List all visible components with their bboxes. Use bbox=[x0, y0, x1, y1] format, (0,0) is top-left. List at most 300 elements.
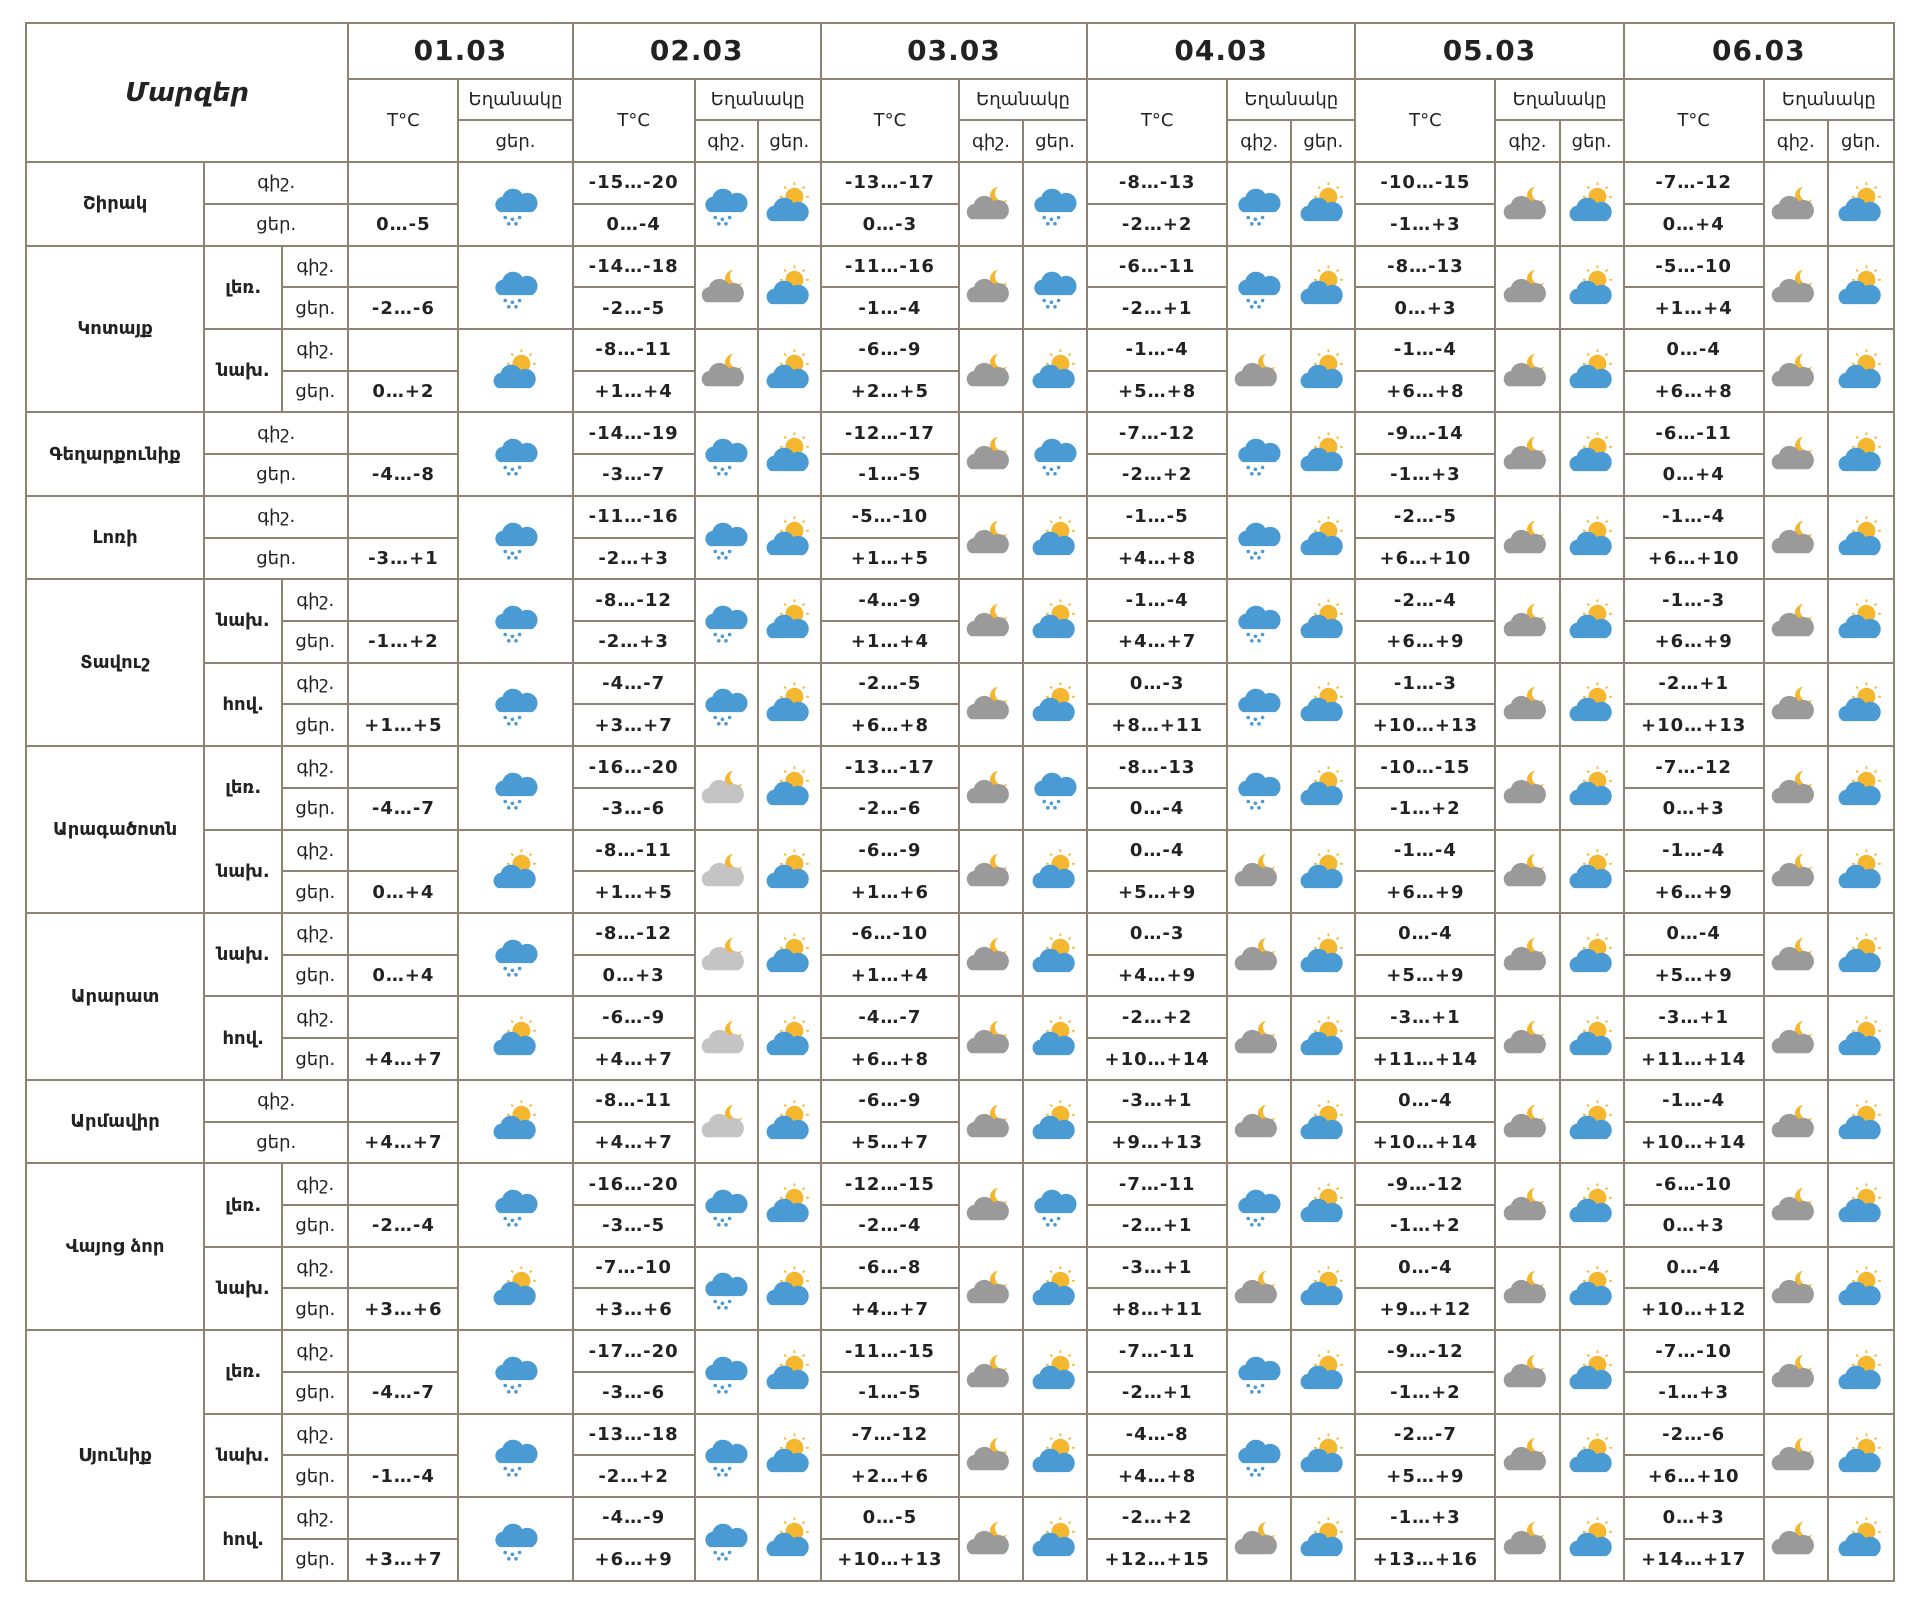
day-temp: +2…+5 bbox=[821, 371, 959, 413]
partly-sunny-cloud-icon bbox=[762, 1516, 816, 1562]
night-temp: -2…-5 bbox=[821, 663, 959, 705]
partly-sunny-cloud-icon bbox=[1834, 598, 1888, 644]
region-name: Արարատ bbox=[26, 913, 204, 1080]
night-temp: 0…-4 bbox=[1624, 913, 1764, 955]
weather-icon-cell bbox=[1764, 913, 1828, 996]
night-temp: -1…-3 bbox=[1624, 579, 1764, 621]
night-temp: -2…+2 bbox=[1087, 1497, 1227, 1539]
night-temp bbox=[348, 412, 458, 454]
day-temp: +10…+12 bbox=[1624, 1288, 1764, 1330]
day-temp: -2…-5 bbox=[573, 287, 695, 329]
partly-sunny-cloud-icon bbox=[1296, 1432, 1350, 1478]
weather-icon-cell bbox=[695, 1414, 758, 1497]
pale-cloud-moon-icon bbox=[699, 1099, 753, 1145]
snow-cloud-icon bbox=[1028, 765, 1082, 811]
night-temp: -14…-18 bbox=[573, 246, 695, 288]
night-temp: -13…-17 bbox=[821, 746, 959, 788]
night-row bbox=[26, 329, 1894, 371]
weather-icon-cell bbox=[758, 996, 821, 1079]
weather-icon-cell bbox=[1764, 1414, 1828, 1497]
zone-name: հով. bbox=[204, 996, 282, 1079]
day-temp: 0…+3 bbox=[573, 955, 695, 997]
day-temp: -2…+2 bbox=[1087, 454, 1227, 496]
day-temp: +9…+13 bbox=[1087, 1122, 1227, 1164]
partly-sunny-cloud-icon bbox=[1028, 932, 1082, 978]
day-temp: +13…+16 bbox=[1355, 1539, 1495, 1581]
weather-icon-cell bbox=[1828, 1330, 1894, 1413]
weather-icon-cell bbox=[695, 412, 758, 495]
night-temp: -9…-12 bbox=[1355, 1163, 1495, 1205]
night-temp: -7…-10 bbox=[573, 1247, 695, 1289]
weather-col-header: Եղանակը bbox=[458, 79, 572, 121]
cloud-moon-icon bbox=[1769, 264, 1823, 310]
weather-icon-cell bbox=[1560, 1330, 1624, 1413]
weather-icon-cell bbox=[695, 1080, 758, 1163]
weather-col-header: Եղանակը bbox=[959, 79, 1087, 121]
cloud-moon-icon bbox=[964, 1015, 1018, 1061]
weather-icon-cell bbox=[1227, 913, 1291, 996]
day-temp: +10…+14 bbox=[1355, 1122, 1495, 1164]
night-temp bbox=[348, 1330, 458, 1372]
partly-sunny-cloud-icon bbox=[1028, 681, 1082, 727]
date-header: 04.03 bbox=[1087, 23, 1355, 79]
cloud-moon-icon bbox=[1769, 1349, 1823, 1395]
day-temp: 0…+3 bbox=[1624, 1205, 1764, 1247]
weather-icon-cell bbox=[695, 913, 758, 996]
night-temp bbox=[348, 579, 458, 621]
weather-icon-cell bbox=[1291, 496, 1355, 579]
night-temp: -1…-5 bbox=[1087, 496, 1227, 538]
weather-icon-cell bbox=[1291, 162, 1355, 245]
weather-icon-cell bbox=[1828, 496, 1894, 579]
weather-icon-cell bbox=[1227, 1247, 1291, 1330]
weather-icon-cell bbox=[959, 663, 1023, 746]
weather-icon-cell bbox=[1560, 1497, 1624, 1581]
weather-icon-cell bbox=[695, 1163, 758, 1246]
night-temp: 0…-5 bbox=[821, 1497, 959, 1539]
zone-name: նախ. bbox=[204, 913, 282, 996]
night-temp bbox=[348, 496, 458, 538]
day-temp: -3…+1 bbox=[348, 538, 458, 580]
night-row bbox=[26, 1497, 1894, 1539]
night-row bbox=[26, 996, 1894, 1038]
cloud-moon-icon bbox=[1769, 1265, 1823, 1311]
day-temp: +1…+6 bbox=[821, 871, 959, 913]
region-name: Արագածոտն bbox=[26, 746, 204, 913]
partly-sunny-cloud-icon bbox=[1296, 431, 1350, 477]
weather-night-subheader: գիշ. bbox=[1764, 120, 1828, 162]
cloud-moon-icon bbox=[964, 264, 1018, 310]
day-temp: -2…-6 bbox=[821, 788, 959, 830]
partly-sunny-cloud-icon bbox=[762, 181, 816, 227]
night-row bbox=[26, 162, 1894, 204]
partly-sunny-cloud-icon bbox=[1834, 264, 1888, 310]
day-temp: -1…-5 bbox=[821, 454, 959, 496]
cloud-moon-icon bbox=[1501, 264, 1555, 310]
day-temp: +1…+4 bbox=[821, 621, 959, 663]
day-temp: +9…+12 bbox=[1355, 1288, 1495, 1330]
day-temp: +6…+8 bbox=[821, 1038, 959, 1080]
night-temp: -12…-17 bbox=[821, 412, 959, 454]
weather-icon-cell bbox=[1560, 329, 1624, 412]
partly-sunny-cloud-icon bbox=[1296, 1349, 1350, 1395]
weather-icon-cell bbox=[1560, 996, 1624, 1079]
night-temp: -8…-11 bbox=[573, 830, 695, 872]
snow-cloud-icon bbox=[1232, 1182, 1286, 1228]
day-temp: +6…+10 bbox=[1624, 1455, 1764, 1497]
weather-icon-cell bbox=[1764, 579, 1828, 662]
temp-col-header: T°C bbox=[1087, 79, 1227, 162]
weather-icon-cell bbox=[758, 746, 821, 829]
cloud-moon-icon bbox=[1769, 431, 1823, 477]
night-temp: -7…-11 bbox=[1087, 1163, 1227, 1205]
day-temp: +3…+6 bbox=[348, 1288, 458, 1330]
weather-icon-cell bbox=[1023, 329, 1087, 412]
partly-sunny-cloud-icon bbox=[1028, 598, 1082, 644]
night-row bbox=[26, 746, 1894, 788]
night-row bbox=[26, 1163, 1894, 1205]
day-temp: -2…+1 bbox=[1087, 1372, 1227, 1414]
partly-sunny-cloud-icon bbox=[1834, 848, 1888, 894]
night-temp: -5…-10 bbox=[821, 496, 959, 538]
partly-sunny-cloud-icon bbox=[1834, 431, 1888, 477]
weather-icon-cell bbox=[1828, 913, 1894, 996]
cloud-moon-icon bbox=[964, 681, 1018, 727]
day-temp: -2…+1 bbox=[1087, 287, 1227, 329]
night-row bbox=[26, 830, 1894, 872]
weather-icon-cell bbox=[1227, 1330, 1291, 1413]
day-label: ցեր. bbox=[282, 1038, 348, 1080]
snow-cloud-icon bbox=[1028, 1182, 1082, 1228]
night-temp: -1…-4 bbox=[1355, 329, 1495, 371]
temp-col-header: T°C bbox=[1624, 79, 1764, 162]
night-temp: -4…-9 bbox=[821, 579, 959, 621]
night-temp: -2…-6 bbox=[1624, 1414, 1764, 1456]
weather-icon-cell bbox=[1023, 246, 1087, 329]
day-temp: +2…+6 bbox=[821, 1455, 959, 1497]
day-temp: 0…+4 bbox=[1624, 454, 1764, 496]
weather-icon-cell bbox=[1828, 579, 1894, 662]
day-temp: +1…+5 bbox=[573, 871, 695, 913]
night-temp: -10…-15 bbox=[1355, 746, 1495, 788]
forecast-table-container bbox=[25, 22, 1895, 1582]
day-temp: -2…+3 bbox=[573, 538, 695, 580]
partly-sunny-cloud-icon bbox=[1834, 1099, 1888, 1145]
region-name: Շիրակ bbox=[26, 162, 204, 245]
day-temp: +4…+9 bbox=[1087, 955, 1227, 997]
partly-sunny-cloud-icon bbox=[762, 1349, 816, 1395]
snow-cloud-icon bbox=[489, 181, 543, 227]
cloud-moon-icon bbox=[1232, 348, 1286, 394]
partly-sunny-cloud-icon bbox=[1028, 1265, 1082, 1311]
temp-col-header: T°C bbox=[573, 79, 695, 162]
weather-day-subheader: ցեր. bbox=[1023, 120, 1087, 162]
night-temp: -7…-12 bbox=[1624, 162, 1764, 204]
weather-icon-cell bbox=[1764, 1497, 1828, 1581]
weather-icon-cell bbox=[458, 1497, 572, 1581]
weather-icon-cell bbox=[1828, 329, 1894, 412]
cloud-moon-icon bbox=[964, 765, 1018, 811]
day-temp: -1…-5 bbox=[821, 1372, 959, 1414]
snow-cloud-icon bbox=[1232, 1432, 1286, 1478]
day-temp: +6…+9 bbox=[573, 1539, 695, 1581]
weather-icon-cell bbox=[1560, 1247, 1624, 1330]
partly-sunny-cloud-icon bbox=[489, 1265, 543, 1311]
weather-icon-cell bbox=[1227, 1414, 1291, 1497]
weather-icon-cell bbox=[1560, 579, 1624, 662]
weather-icon-cell bbox=[959, 412, 1023, 495]
day-temp: +1…+5 bbox=[821, 538, 959, 580]
day-temp: +4…+7 bbox=[573, 1122, 695, 1164]
night-temp: -7…-12 bbox=[1087, 412, 1227, 454]
snow-cloud-icon bbox=[699, 181, 753, 227]
region-name: Կոտայք bbox=[26, 246, 204, 413]
night-temp: -7…-10 bbox=[1624, 1330, 1764, 1372]
day-temp: +5…+9 bbox=[1355, 1455, 1495, 1497]
partly-sunny-cloud-icon bbox=[762, 348, 816, 394]
night-temp: -14…-19 bbox=[573, 412, 695, 454]
night-temp: -7…-12 bbox=[821, 1414, 959, 1456]
night-temp: -3…+1 bbox=[1624, 996, 1764, 1038]
day-label: ցեր. bbox=[282, 1455, 348, 1497]
night-temp bbox=[348, 162, 458, 204]
night-temp: -4…-7 bbox=[821, 996, 959, 1038]
night-label: գիշ. bbox=[282, 996, 348, 1038]
day-temp: -2…-4 bbox=[821, 1205, 959, 1247]
regions-header: Մարզեր bbox=[26, 23, 348, 162]
snow-cloud-icon bbox=[489, 598, 543, 644]
cloud-moon-icon bbox=[1769, 348, 1823, 394]
night-temp: -6…-11 bbox=[1087, 246, 1227, 288]
weather-icon-cell bbox=[1560, 830, 1624, 913]
night-row bbox=[26, 1330, 1894, 1372]
day-label: ցեր. bbox=[282, 955, 348, 997]
weather-night-subheader: գիշ. bbox=[1495, 120, 1559, 162]
date-header: 03.03 bbox=[821, 23, 1087, 79]
partly-sunny-cloud-icon bbox=[1296, 348, 1350, 394]
partly-sunny-cloud-icon bbox=[1565, 765, 1619, 811]
day-label: ցեր. bbox=[282, 621, 348, 663]
day-label: ցեր. bbox=[282, 704, 348, 746]
cloud-moon-icon bbox=[1769, 1516, 1823, 1562]
partly-sunny-cloud-icon bbox=[1834, 1432, 1888, 1478]
weather-icon-cell bbox=[758, 1414, 821, 1497]
cloud-moon-icon bbox=[964, 1182, 1018, 1228]
night-row bbox=[26, 246, 1894, 288]
night-temp: -8…-13 bbox=[1355, 246, 1495, 288]
weather-icon-cell bbox=[458, 1330, 572, 1413]
weather-icon-cell bbox=[1828, 1414, 1894, 1497]
weather-icon-cell bbox=[959, 329, 1023, 412]
weather-icon-cell bbox=[458, 579, 572, 662]
cloud-moon-icon bbox=[1501, 515, 1555, 561]
weather-icon-cell bbox=[758, 496, 821, 579]
cloud-moon-icon bbox=[1501, 1015, 1555, 1061]
day-temp: +3…+7 bbox=[348, 1539, 458, 1581]
partly-sunny-cloud-icon bbox=[1565, 1516, 1619, 1562]
weather-icon-cell bbox=[1764, 746, 1828, 829]
weather-icon-cell bbox=[1495, 746, 1559, 829]
night-temp: -6…-10 bbox=[821, 913, 959, 955]
zone-name: լեռ. bbox=[204, 1330, 282, 1413]
header-row-dates bbox=[26, 23, 1894, 79]
snow-cloud-icon bbox=[489, 515, 543, 561]
weather-icon-cell bbox=[1560, 496, 1624, 579]
day-temp: -4…-7 bbox=[348, 1372, 458, 1414]
day-temp: -1…+2 bbox=[1355, 1205, 1495, 1247]
day-label: ցեր. bbox=[282, 287, 348, 329]
night-temp: -9…-14 bbox=[1355, 412, 1495, 454]
region-name: Սյունիք bbox=[26, 1330, 204, 1581]
day-temp: 0…-4 bbox=[573, 204, 695, 246]
weather-icon-cell bbox=[1828, 830, 1894, 913]
day-temp: +8…+11 bbox=[1087, 704, 1227, 746]
snow-cloud-icon bbox=[1028, 264, 1082, 310]
night-row bbox=[26, 1414, 1894, 1456]
partly-sunny-cloud-icon bbox=[1565, 1432, 1619, 1478]
weather-icon-cell bbox=[758, 830, 821, 913]
partly-sunny-cloud-icon bbox=[762, 1265, 816, 1311]
weather-icon-cell bbox=[1764, 1247, 1828, 1330]
cloud-moon-icon bbox=[1232, 1099, 1286, 1145]
snow-cloud-icon bbox=[489, 1182, 543, 1228]
weather-icon-cell bbox=[1764, 329, 1828, 412]
weather-icon-cell bbox=[695, 663, 758, 746]
night-temp bbox=[348, 329, 458, 371]
night-temp: -13…-17 bbox=[821, 162, 959, 204]
weather-icon-cell bbox=[758, 329, 821, 412]
night-row bbox=[26, 412, 1894, 454]
day-temp: +4…+7 bbox=[348, 1122, 458, 1164]
weather-icon-cell bbox=[1227, 162, 1291, 245]
weather-icon-cell bbox=[1828, 1497, 1894, 1581]
day-temp: -1…+2 bbox=[1355, 1372, 1495, 1414]
weather-icon-cell bbox=[1291, 1497, 1355, 1581]
day-temp: -4…-8 bbox=[348, 454, 458, 496]
date-header: 05.03 bbox=[1355, 23, 1623, 79]
weather-icon-cell bbox=[959, 1247, 1023, 1330]
night-label: գիշ. bbox=[204, 412, 348, 454]
weather-icon-cell bbox=[959, 162, 1023, 245]
weather-col-header: Եղանակը bbox=[695, 79, 821, 121]
snow-cloud-icon bbox=[489, 1516, 543, 1562]
weather-icon-cell bbox=[1495, 496, 1559, 579]
region-name: Տավուշ bbox=[26, 579, 204, 746]
night-label: գիշ. bbox=[282, 246, 348, 288]
partly-sunny-cloud-icon bbox=[1028, 1432, 1082, 1478]
cloud-moon-icon bbox=[699, 348, 753, 394]
night-temp: -8…-13 bbox=[1087, 162, 1227, 204]
cloud-moon-icon bbox=[1769, 1099, 1823, 1145]
snow-cloud-icon bbox=[699, 1265, 753, 1311]
partly-sunny-cloud-icon bbox=[762, 1432, 816, 1478]
zone-name: լեռ. bbox=[204, 1163, 282, 1246]
day-temp: 0…-3 bbox=[821, 204, 959, 246]
cloud-moon-icon bbox=[1769, 1432, 1823, 1478]
partly-sunny-cloud-icon bbox=[1028, 1099, 1082, 1145]
weather-icon-cell bbox=[458, 663, 572, 746]
partly-sunny-cloud-icon bbox=[1565, 1265, 1619, 1311]
day-label: ցեր. bbox=[204, 454, 348, 496]
weather-icon-cell bbox=[1023, 996, 1087, 1079]
day-temp: +5…+7 bbox=[821, 1122, 959, 1164]
night-temp bbox=[348, 1080, 458, 1122]
weather-icon-cell bbox=[1828, 663, 1894, 746]
night-temp: -2…-7 bbox=[1355, 1414, 1495, 1456]
weather-icon-cell bbox=[458, 913, 572, 996]
weather-icon-cell bbox=[695, 1497, 758, 1581]
night-label: գիշ. bbox=[282, 1163, 348, 1205]
partly-sunny-cloud-icon bbox=[1296, 1516, 1350, 1562]
partly-sunny-cloud-icon bbox=[1834, 1516, 1888, 1562]
night-temp: 0…-3 bbox=[1087, 663, 1227, 705]
snow-cloud-icon bbox=[489, 1349, 543, 1395]
weather-icon-cell bbox=[695, 996, 758, 1079]
weather-icon-cell bbox=[1291, 1247, 1355, 1330]
day-temp: -1…+3 bbox=[1355, 454, 1495, 496]
date-header: 06.03 bbox=[1624, 23, 1894, 79]
night-temp: -4…-9 bbox=[573, 1497, 695, 1539]
weather-icon-cell bbox=[758, 663, 821, 746]
weather-icon-cell bbox=[1828, 996, 1894, 1079]
weather-icon-cell bbox=[1828, 1247, 1894, 1330]
weather-icon-cell bbox=[458, 1247, 572, 1330]
partly-sunny-cloud-icon bbox=[762, 848, 816, 894]
cloud-moon-icon bbox=[964, 1349, 1018, 1395]
partly-sunny-cloud-icon bbox=[1028, 348, 1082, 394]
cloud-moon-icon bbox=[1232, 1516, 1286, 1562]
weather-icon-cell bbox=[695, 246, 758, 329]
night-temp: -3…+1 bbox=[1355, 996, 1495, 1038]
partly-sunny-cloud-icon bbox=[1834, 1349, 1888, 1395]
night-row bbox=[26, 663, 1894, 705]
night-temp: -1…-4 bbox=[1087, 329, 1227, 371]
weather-icon-cell bbox=[1560, 412, 1624, 495]
partly-sunny-cloud-icon bbox=[1565, 515, 1619, 561]
region-name: Լոռի bbox=[26, 496, 204, 579]
weather-day-subheader: ցեր. bbox=[1291, 120, 1355, 162]
cloud-moon-icon bbox=[964, 598, 1018, 644]
weather-icon-cell bbox=[1227, 579, 1291, 662]
weather-icon-cell bbox=[1495, 579, 1559, 662]
weather-icon-cell bbox=[758, 1080, 821, 1163]
night-temp: -8…-11 bbox=[573, 329, 695, 371]
weather-col-header: Եղանակը bbox=[1764, 79, 1894, 121]
day-label: ցեր. bbox=[204, 1122, 348, 1164]
weather-icon-cell bbox=[959, 1330, 1023, 1413]
day-temp: 0…-5 bbox=[348, 204, 458, 246]
partly-sunny-cloud-icon bbox=[1565, 1015, 1619, 1061]
night-temp: -16…-20 bbox=[573, 746, 695, 788]
day-temp: 0…-4 bbox=[1087, 788, 1227, 830]
weather-icon-cell bbox=[959, 996, 1023, 1079]
weather-icon-cell bbox=[695, 1247, 758, 1330]
weather-icon-cell bbox=[1291, 996, 1355, 1079]
night-temp bbox=[348, 1414, 458, 1456]
partly-sunny-cloud-icon bbox=[1565, 848, 1619, 894]
pale-cloud-moon-icon bbox=[699, 932, 753, 978]
night-temp bbox=[348, 663, 458, 705]
weather-icon-cell bbox=[1291, 1163, 1355, 1246]
cloud-moon-icon bbox=[1501, 1516, 1555, 1562]
weather-icon-cell bbox=[1495, 1330, 1559, 1413]
partly-sunny-cloud-icon bbox=[762, 932, 816, 978]
weather-icon-cell bbox=[758, 1497, 821, 1581]
day-temp: +4…+7 bbox=[348, 1038, 458, 1080]
weather-icon-cell bbox=[1764, 663, 1828, 746]
zone-name: նախ. bbox=[204, 1247, 282, 1330]
partly-sunny-cloud-icon bbox=[762, 515, 816, 561]
